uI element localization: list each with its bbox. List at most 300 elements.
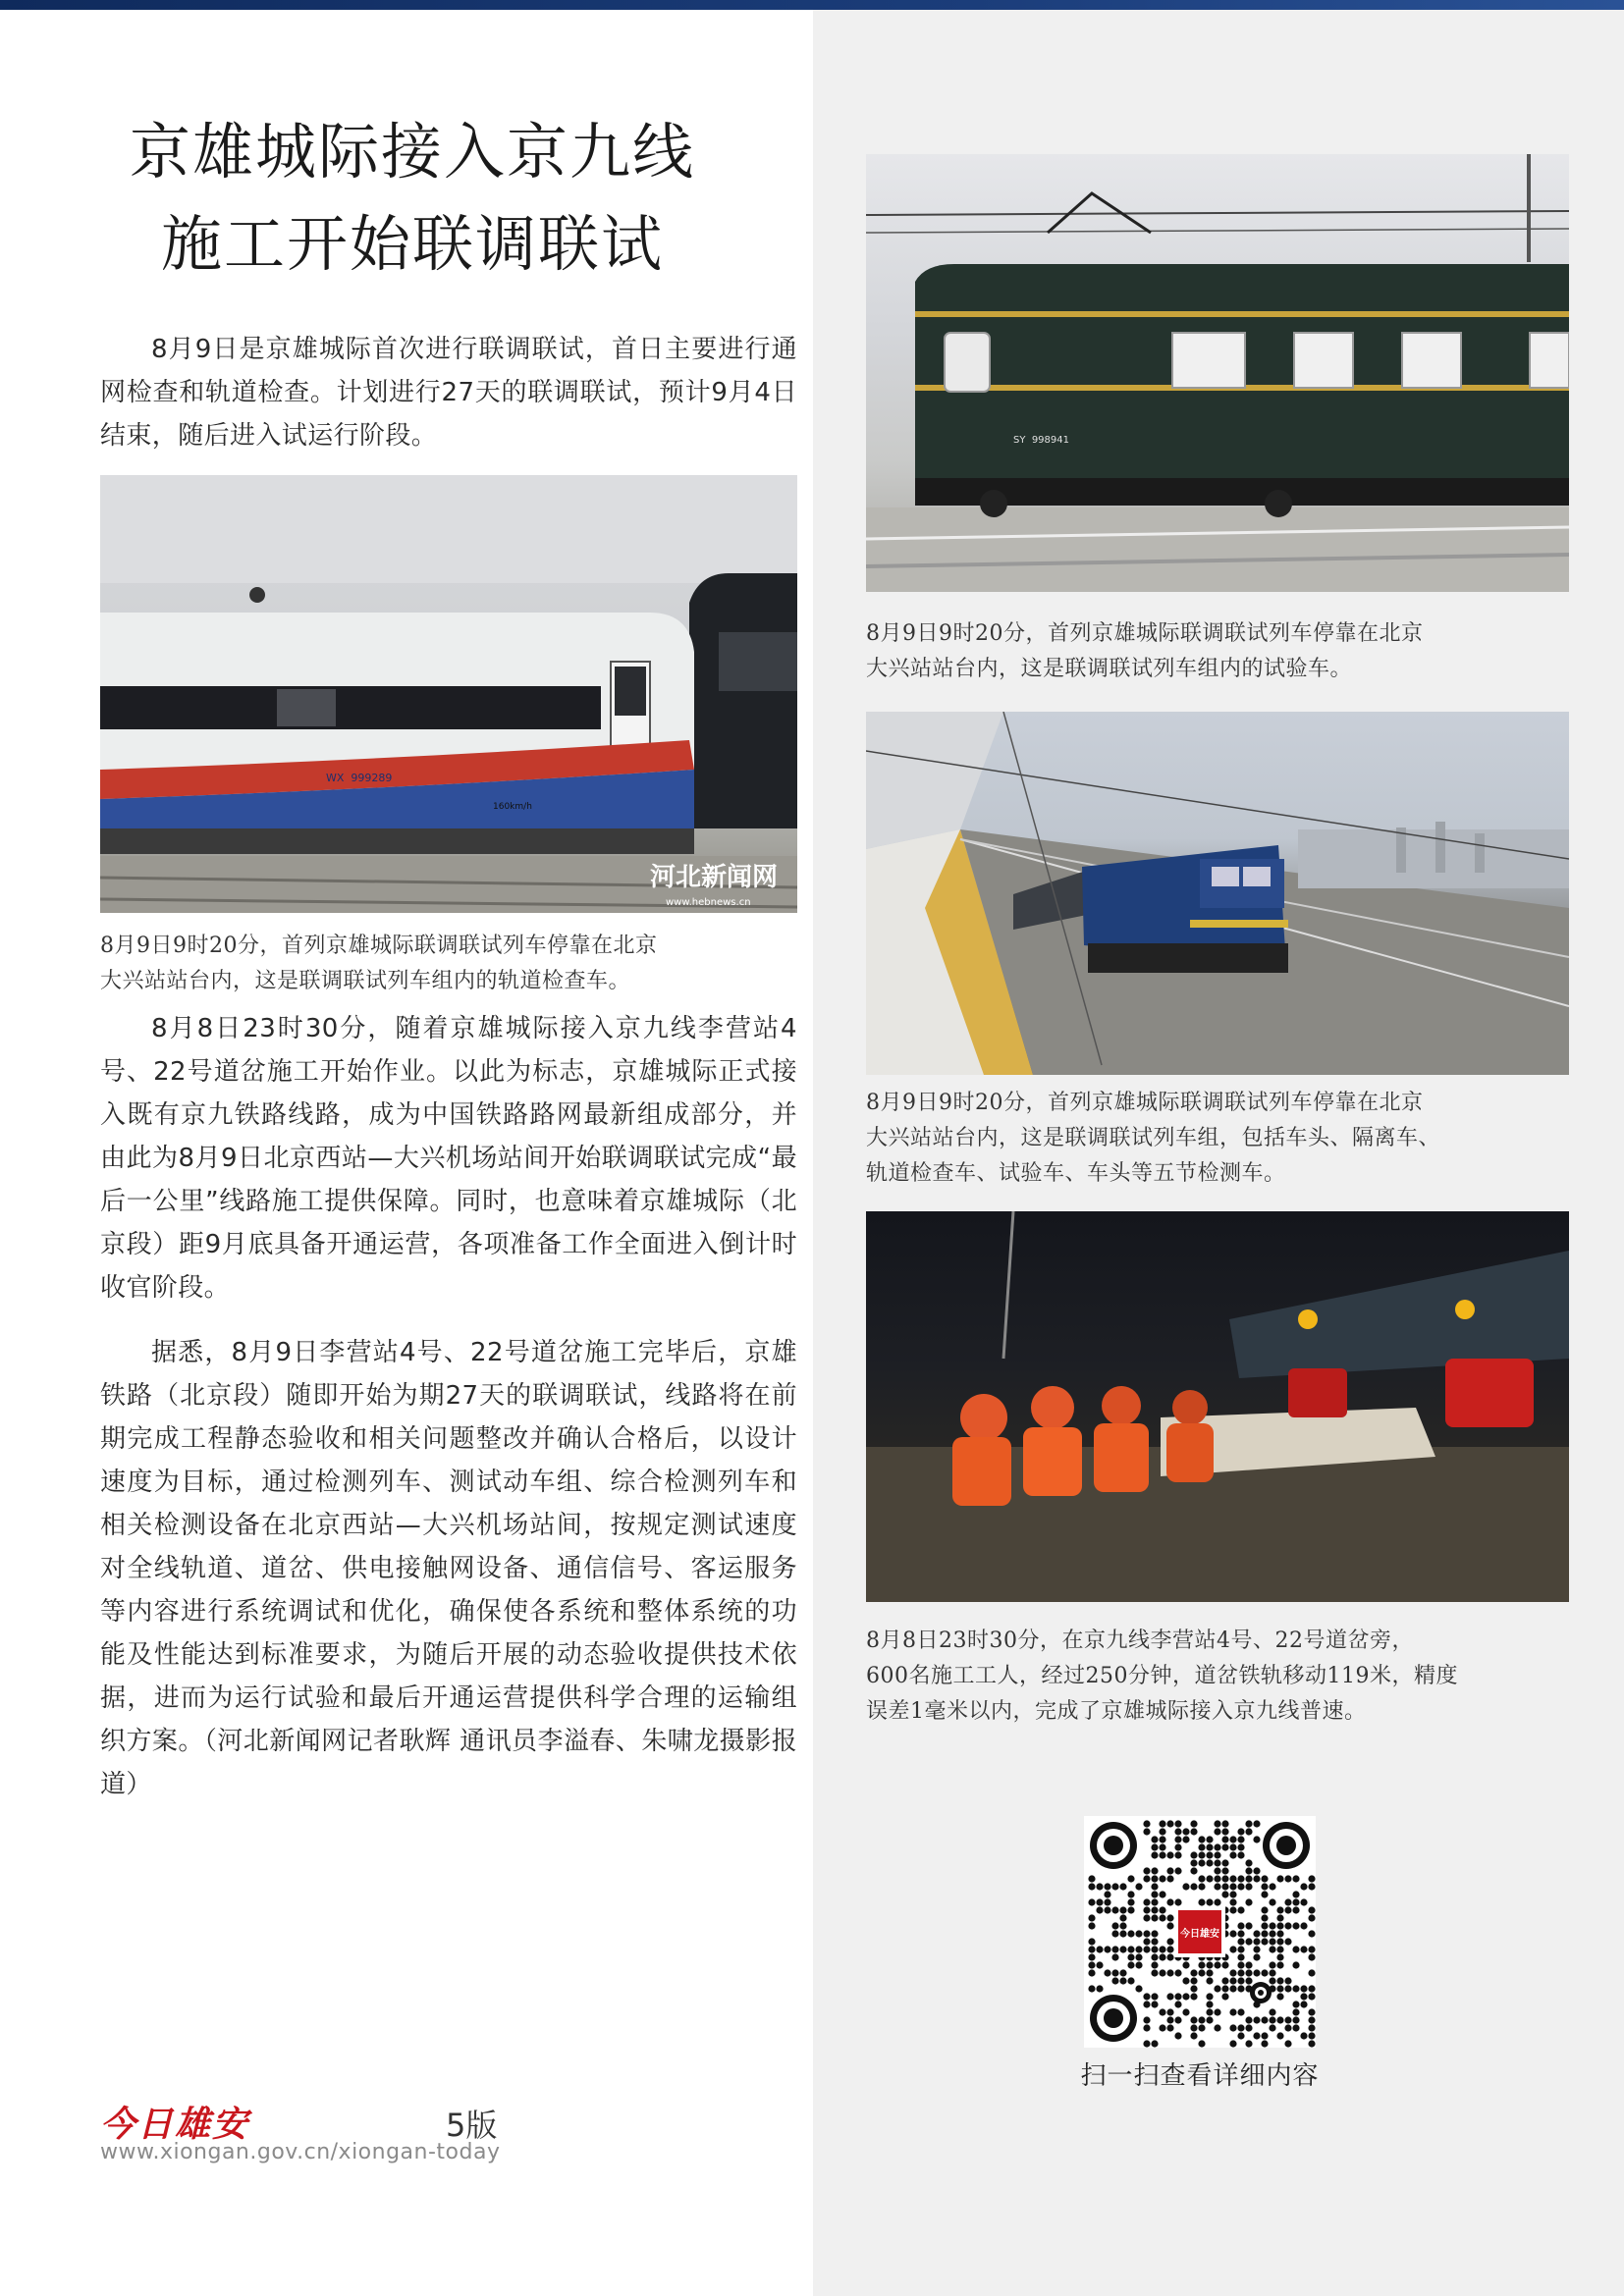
- qr-module: [1253, 1930, 1260, 1937]
- qr-module: [1308, 1930, 1315, 1937]
- qr-module: [1237, 1836, 1244, 1842]
- left-car-number: WX 999289: [326, 772, 393, 784]
- qr-module: [1111, 1883, 1118, 1890]
- qr-code-pattern: [1084, 1816, 1316, 2048]
- qr-module: [1190, 2024, 1197, 2031]
- qr-module: [1206, 1859, 1213, 1866]
- qr-module: [1300, 1993, 1307, 2000]
- qr-module: [1182, 1977, 1189, 1984]
- qr-module: [1143, 1828, 1150, 1835]
- photo-r1-drawing: [866, 154, 1569, 592]
- qr-module: [1198, 1961, 1205, 1968]
- qr-module: [1159, 2024, 1165, 2031]
- qr-module: [1284, 1898, 1291, 1905]
- qr-module: [1206, 1836, 1213, 1842]
- qr-module: [1229, 2024, 1236, 2031]
- qr-module: [1229, 2040, 1236, 2047]
- qr-module: [1284, 1922, 1291, 1929]
- qr-module: [1190, 1977, 1197, 1984]
- qr-module: [1088, 1985, 1095, 1992]
- qr-module: [1151, 1875, 1158, 1882]
- qr-module: [1284, 2016, 1291, 2023]
- qr-module: [1229, 2008, 1236, 2015]
- article-title: [98, 106, 727, 291]
- footer-logo: 今日雄安: [100, 2104, 250, 2145]
- qr-module: [1104, 1898, 1110, 1905]
- qr-module: [1261, 1922, 1268, 1929]
- qr-module: [1174, 1851, 1181, 1858]
- qr-module: [1190, 2032, 1197, 2039]
- qr-module: [1111, 1953, 1118, 1960]
- qr-module: [1206, 1898, 1213, 1905]
- qr-module: [1269, 1977, 1275, 1984]
- qr-module: [1143, 1938, 1150, 1945]
- qr-module: [1119, 1883, 1126, 1890]
- qr-module: [1174, 1993, 1181, 2000]
- qr-module: [1166, 1938, 1173, 1945]
- qr-module: [1206, 1993, 1213, 2000]
- qr-module: [1292, 2024, 1299, 2031]
- qr-module: [1214, 1867, 1220, 1874]
- qr-module: [1159, 1828, 1165, 1835]
- qr-module: [1166, 2016, 1173, 2023]
- qr-module: [1104, 1946, 1110, 1952]
- qr-module: [1229, 1930, 1236, 1937]
- qr-module: [1308, 2032, 1315, 2039]
- qr-module: [1198, 1875, 1205, 1882]
- qr-module: [1292, 1875, 1299, 1882]
- qr-module: [1214, 1828, 1220, 1835]
- page-number: 5版: [446, 2107, 498, 2144]
- qr-module: [1182, 2008, 1189, 2015]
- qr-module: [1292, 1891, 1299, 1897]
- qr-module: [1151, 1953, 1158, 1960]
- qr-module: [1221, 1883, 1228, 1890]
- qr-module: [1221, 1836, 1228, 1842]
- qr-module: [1111, 1906, 1118, 1913]
- qr-module: [1261, 2032, 1268, 2039]
- qr-module: [1237, 1930, 1244, 1937]
- qr-module: [1166, 1851, 1173, 1858]
- qr-module: [1261, 1938, 1268, 1945]
- qr-module: [1151, 1898, 1158, 1905]
- qr-module: [1174, 2016, 1181, 2023]
- title-line-2: 施工开始联调联试: [160, 208, 664, 280]
- qr-module: [1245, 2040, 1252, 2047]
- qr-module: [1198, 1859, 1205, 1866]
- qr-module: [1253, 1938, 1260, 1945]
- qr-module: [1276, 1914, 1283, 1921]
- qr-module: [1292, 1906, 1299, 1913]
- qr-module: [1127, 1946, 1134, 1952]
- qr-module: [1143, 1930, 1150, 1937]
- qr-module: [1206, 1843, 1213, 1850]
- qr-module: [1221, 1820, 1228, 1827]
- qr-module: [1143, 1906, 1150, 1913]
- qr-module: [1245, 1969, 1252, 1976]
- qr-module: [1284, 2024, 1291, 2031]
- qr-module: [1237, 1851, 1244, 1858]
- qr-module: [1237, 1883, 1244, 1890]
- qr-module: [1198, 1898, 1205, 1905]
- qr-module: [1292, 1961, 1299, 1968]
- qr-module: [1198, 1836, 1205, 1842]
- qr-module: [1127, 1906, 1134, 1913]
- qr-module: [1261, 1875, 1268, 1882]
- qr-module: [1308, 1914, 1315, 1921]
- qr-module: [1284, 1938, 1291, 1945]
- qr-module: [1159, 1836, 1165, 1842]
- qr-module: [1300, 1922, 1307, 1929]
- qr-module: [1104, 1906, 1110, 1913]
- qr-module: [1143, 1875, 1150, 1882]
- qr-module: [1096, 1946, 1103, 1952]
- qr-finder-top-left: [1090, 1822, 1137, 1869]
- qr-module: [1300, 1985, 1307, 1992]
- qr-module: [1261, 1906, 1268, 1913]
- photo-test-car: [866, 154, 1569, 592]
- qr-module: [1143, 1820, 1150, 1827]
- qr-module: [1088, 1898, 1095, 1905]
- qr-module: [1292, 1985, 1299, 1992]
- qr-module: [1088, 1875, 1095, 1882]
- qr-module: [1269, 1938, 1275, 1945]
- qr-module: [1253, 2016, 1260, 2023]
- qr-module: [1245, 1938, 1252, 1945]
- qr-module: [1190, 2016, 1197, 2023]
- qr-module: [1253, 1875, 1260, 1882]
- qr-module: [1237, 1938, 1244, 1945]
- qr-module: [1245, 1859, 1252, 1866]
- qr-module: [1166, 1993, 1173, 2000]
- qr-module: [1174, 1843, 1181, 1850]
- qr-module: [1221, 1985, 1228, 1992]
- qr-module: [1182, 1828, 1189, 1835]
- qr-module: [1206, 1977, 1213, 1984]
- qr-module: [1245, 2024, 1252, 2031]
- qr-module: [1151, 1843, 1158, 1850]
- qr-module: [1245, 1922, 1252, 1929]
- qr-module: [1104, 1969, 1110, 1976]
- footer-url[interactable]: www.xiongan.gov.cn/xiongan-today: [100, 2140, 501, 2164]
- qr-module: [1088, 1946, 1095, 1952]
- qr-module: [1198, 1883, 1205, 1890]
- qr-module: [1261, 1914, 1268, 1921]
- qr-module: [1104, 1891, 1110, 1897]
- qr-module: [1308, 1875, 1315, 1882]
- qr-module: [1190, 1985, 1197, 1992]
- qr-module: [1237, 2024, 1244, 2031]
- qr-module: [1159, 1843, 1165, 1850]
- paragraph-3: [100, 1331, 797, 1806]
- qr-module: [1245, 1875, 1252, 1882]
- qr-module: [1261, 1883, 1268, 1890]
- qr-module: [1159, 1906, 1165, 1913]
- qr-module: [1143, 2040, 1150, 2047]
- qr-module: [1221, 1891, 1228, 1897]
- qr-module: [1143, 1914, 1150, 1921]
- qr-module: [1182, 1883, 1189, 1890]
- qr-module: [1159, 1875, 1165, 1882]
- qr-module: [1292, 2008, 1299, 2015]
- qr-module: [1119, 1946, 1126, 1952]
- qr-module: [1276, 1906, 1283, 1913]
- qr-module: [1174, 1828, 1181, 1835]
- qr-module: [1151, 1969, 1158, 1976]
- qr-module: [1143, 1946, 1150, 1952]
- qr-module: [1237, 1906, 1244, 1913]
- qr-module: [1198, 2016, 1205, 2023]
- qr-module: [1190, 1851, 1197, 1858]
- qr-module: [1166, 1820, 1173, 1827]
- qr-module: [1276, 1985, 1283, 1992]
- qr-module: [1269, 1930, 1275, 1937]
- qr-module: [1214, 1851, 1220, 1858]
- qr-module: [1088, 1953, 1095, 1960]
- qr-module: [1253, 1867, 1260, 1874]
- qr-module: [1276, 1946, 1283, 1952]
- qr-module: [1127, 1891, 1134, 1897]
- qr-module: [1206, 1969, 1213, 1976]
- qr-module: [1182, 1836, 1189, 1842]
- watermark-logo: 河北新闻网: [650, 863, 779, 892]
- qr-module: [1174, 1820, 1181, 1827]
- qr-module: [1245, 1961, 1252, 1968]
- qr-module: [1308, 1985, 1315, 1992]
- paragraph-2-text: 8月8日23时30分，随着京雄城际接入京九线李营站4号、22号道岔施工开始作业。以此为标志，京雄城际正式接入既有京九铁路线路，成为中国铁路路网最新组成部分，并由此为8月9日北京西站—大兴机场站间开始联调联试完成“最后一公里”线路施工提供保障。同时，也意味着京雄城际（北京段）距9月底具备开通运营，各项准备工作全面进入倒计时收官阶段。: [100, 1014, 797, 1303]
- qr-module: [1245, 2016, 1252, 2023]
- qr-module: [1253, 1946, 1260, 1952]
- qr-module: [1088, 1969, 1095, 1976]
- qr-module: [1229, 1906, 1236, 1913]
- qr-module: [1151, 2040, 1158, 2047]
- paragraph-3-text: 据悉，8月9日李营站4号、22号道岔施工完毕后，京雄铁路（北京段）随即开始为期27天的联调联试，线路将在前期完成工程静态验收和相关问题整改并确认合格后，以设计速度为目标，通过检测列车、测试动车组、综合检测列车和相关检测设备在北京西站—大兴机场站间，按规定测试速度对全线轨道、道岔、供电接触网设备、通信信号、客运服务等内容进行系统调试和优化，确保使各系统和整体系统的功能及性能达到标准要求，为随后开展的动态验收提供技术依据，进而为运行试验和最后开通运营提供科学合理的运输组织方案。（河北新闻网记者耿辉 通讯员李溢春、朱啸龙摄影报道）: [100, 1338, 797, 1799]
- qr-module: [1190, 1859, 1197, 1866]
- qr-module: [1261, 2016, 1268, 2023]
- qr-module: [1229, 1883, 1236, 1890]
- caption-right-photo-1: [866, 616, 1569, 687]
- qr-module: [1190, 1828, 1197, 1835]
- qr-module: [1166, 1875, 1173, 1882]
- qr-module: [1143, 1898, 1150, 1905]
- qr-module: [1229, 1898, 1236, 1905]
- qr-module: [1308, 1906, 1315, 1913]
- qr-module: [1308, 2040, 1315, 2047]
- qr-module: [1159, 1946, 1165, 1952]
- caption-r2-line-2: 大兴站站台内，这是联调联试列车组，包括车头、隔离车、: [866, 1126, 1441, 1150]
- caption-r2-line-3: 轨道检查车、试验车、车头等五节检测车。: [866, 1161, 1286, 1186]
- qr-module: [1096, 1906, 1103, 1913]
- qr-module: [1206, 1875, 1213, 1882]
- qr-module: [1151, 1906, 1158, 1913]
- qr-module: [1151, 2001, 1158, 2007]
- caption-right-photo-2: [866, 1086, 1569, 1192]
- qr-module: [1292, 2001, 1299, 2007]
- photo-r2-drawing: [866, 712, 1569, 1075]
- qr-module: [1166, 1898, 1173, 1905]
- qr-module: [1190, 1883, 1197, 1890]
- qr-module: [1308, 1883, 1315, 1890]
- photo-track-inspection-car: [100, 475, 797, 913]
- qr-module: [1151, 1961, 1158, 1968]
- qr-module: [1143, 2001, 1150, 2007]
- qr-module: [1151, 1938, 1158, 1945]
- qr-module: [1253, 1953, 1260, 1960]
- qr-module: [1159, 1891, 1165, 1897]
- qr-module: [1143, 2016, 1150, 2023]
- qr-module: [1261, 1930, 1268, 1937]
- caption-right-photo-3: [866, 1624, 1569, 1730]
- qr-module: [1206, 1851, 1213, 1858]
- qr-module: [1088, 1922, 1095, 1929]
- qr-module: [1237, 1977, 1244, 1984]
- qr-module: [1159, 1820, 1165, 1827]
- qr-module: [1229, 1843, 1236, 1850]
- qr-module: [1190, 1969, 1197, 1976]
- qr-module: [1166, 1946, 1173, 1952]
- qr-module: [1198, 2040, 1205, 2047]
- qr-module: [1127, 1953, 1134, 1960]
- qr-caption: 扫一扫查看详细内容: [1080, 2061, 1320, 2091]
- qr-module: [1159, 1953, 1165, 1960]
- qr-module: [1119, 1969, 1126, 1976]
- qr-module: [1221, 1843, 1228, 1850]
- qr-module: [1229, 1875, 1236, 1882]
- caption-left-photo: [100, 929, 799, 999]
- qr-module: [1166, 2024, 1173, 2031]
- qr-module: [1284, 1977, 1291, 1984]
- qr-module: [1308, 2024, 1315, 2031]
- paragraph-2: [100, 1007, 797, 1309]
- qr-module: [1269, 1883, 1275, 1890]
- qr-module: [1096, 1985, 1103, 1992]
- qr-module: [1127, 1875, 1134, 1882]
- qr-module: [1245, 1867, 1252, 1874]
- qr-module: [1143, 1993, 1150, 2000]
- qr-module: [1166, 1914, 1173, 1921]
- qr-module: [1214, 1898, 1220, 1905]
- qr-module: [1174, 2032, 1181, 2039]
- qr-module: [1096, 1898, 1103, 1905]
- qr-module: [1119, 1977, 1126, 1984]
- qr-module: [1088, 1883, 1095, 1890]
- caption-r1-line-2: 大兴站站台内，这是联调联试列车组内的试验车。: [866, 657, 1353, 681]
- qr-module: [1276, 1875, 1283, 1882]
- qr-module: [1221, 1828, 1228, 1835]
- qr-module: [1111, 1930, 1118, 1937]
- qr-module: [1135, 1883, 1142, 1890]
- qr-module: [1151, 1867, 1158, 1874]
- qr-module: [1174, 2001, 1181, 2007]
- top-bar: [0, 0, 1624, 10]
- qr-module: [1166, 1969, 1173, 1976]
- qr-module: [1214, 1820, 1220, 1827]
- qr-module: [1206, 1961, 1213, 1968]
- qr-module: [1237, 1828, 1244, 1835]
- qr-module: [1237, 1961, 1244, 1968]
- qr-module: [1182, 1961, 1189, 1968]
- qr-center-logo: 今日雄安: [1180, 1929, 1219, 1940]
- qr-module: [1229, 1851, 1236, 1858]
- qr-code[interactable]: [1084, 1816, 1316, 2048]
- qr-module: [1190, 1867, 1197, 1874]
- caption-left-line-2: 大兴站站台内，这是联调联试列车组内的轨道检查车。: [100, 969, 631, 993]
- qr-module: [1269, 1961, 1275, 1968]
- qr-module: [1135, 1985, 1142, 1992]
- qr-module: [1088, 1961, 1095, 1968]
- caption-r3-line-3: 误差1毫米以内，完成了京雄城际接入京九线普速。: [866, 1699, 1367, 1724]
- qr-module: [1237, 1922, 1244, 1929]
- qr-module: [1135, 1946, 1142, 1952]
- qr-module: [1182, 1993, 1189, 2000]
- qr-module: [1292, 1946, 1299, 1952]
- qr-module: [1229, 1969, 1236, 1976]
- qr-module: [1151, 1993, 1158, 2000]
- qr-module: [1269, 2008, 1275, 2015]
- caption-r3-line-1: 8月8日23时30分，在京九线李营站4号、22号道岔旁，: [866, 1629, 1414, 1653]
- qr-module: [1300, 1883, 1307, 1890]
- qr-module: [1174, 1836, 1181, 1842]
- qr-module: [1300, 1946, 1307, 1952]
- qr-module: [1237, 1985, 1244, 1992]
- qr-module: [1269, 2016, 1275, 2023]
- qr-module: [1300, 1898, 1307, 1905]
- qr-module: [1174, 1867, 1181, 1874]
- qr-module: [1159, 1914, 1165, 1921]
- caption-r2-line-1: 8月9日9时20分，首列京雄城际联调联试列车停靠在北京: [866, 1091, 1424, 1115]
- qr-module: [1166, 1867, 1173, 1874]
- qr-module: [1276, 1961, 1283, 1968]
- qr-module: [1198, 1969, 1205, 1976]
- watermark-url: www.hebnews.cn: [666, 897, 751, 908]
- qr-module: [1198, 2024, 1205, 2031]
- qr-module: [1261, 1891, 1268, 1897]
- qr-module: [1308, 2008, 1315, 2015]
- qr-finder-top-right: [1263, 1822, 1310, 1869]
- qr-module: [1135, 1953, 1142, 1960]
- qr-module: [1221, 1993, 1228, 2000]
- qr-module: [1127, 1898, 1134, 1905]
- caption-left-line-1: 8月9日9时20分，首列京雄城际联调联试列车停靠在北京: [100, 934, 658, 958]
- qr-module: [1111, 1922, 1118, 1929]
- qr-module: [1214, 1883, 1220, 1890]
- qr-module: [1269, 2024, 1275, 2031]
- qr-module: [1269, 1946, 1275, 1952]
- paragraph-1-text: 8月9日是京雄城际首次进行联调联试，首日主要进行通网检查和轨道检查。计划进行27天的联调联试，预计9月4日结束，随后进入试运行阶段。: [100, 335, 797, 451]
- qr-module: [1151, 1883, 1158, 1890]
- qr-module: [1166, 2008, 1173, 2015]
- qr-module: [1237, 1875, 1244, 1882]
- qr-module: [1284, 2040, 1291, 2047]
- qr-module: [1151, 1946, 1158, 1952]
- qr-module: [1308, 1953, 1315, 1960]
- qr-module: [1198, 1851, 1205, 1858]
- qr-module: [1229, 1985, 1236, 1992]
- qr-module: [1166, 1922, 1173, 1929]
- qr-module: [1276, 1953, 1283, 1960]
- qr-module: [1166, 1953, 1173, 1960]
- r1-car-number: SY 998941: [1013, 435, 1069, 446]
- qr-module: [1276, 1977, 1283, 1984]
- qr-module: [1253, 1969, 1260, 1976]
- qr-module: [1269, 1898, 1275, 1905]
- qr-module: [1206, 2008, 1213, 2015]
- qr-module: [1111, 1969, 1118, 1976]
- qr-module: [1214, 1961, 1220, 1968]
- qr-module: [1151, 1891, 1158, 1897]
- qr-module: [1159, 1851, 1165, 1858]
- qr-module: [1088, 1914, 1095, 1921]
